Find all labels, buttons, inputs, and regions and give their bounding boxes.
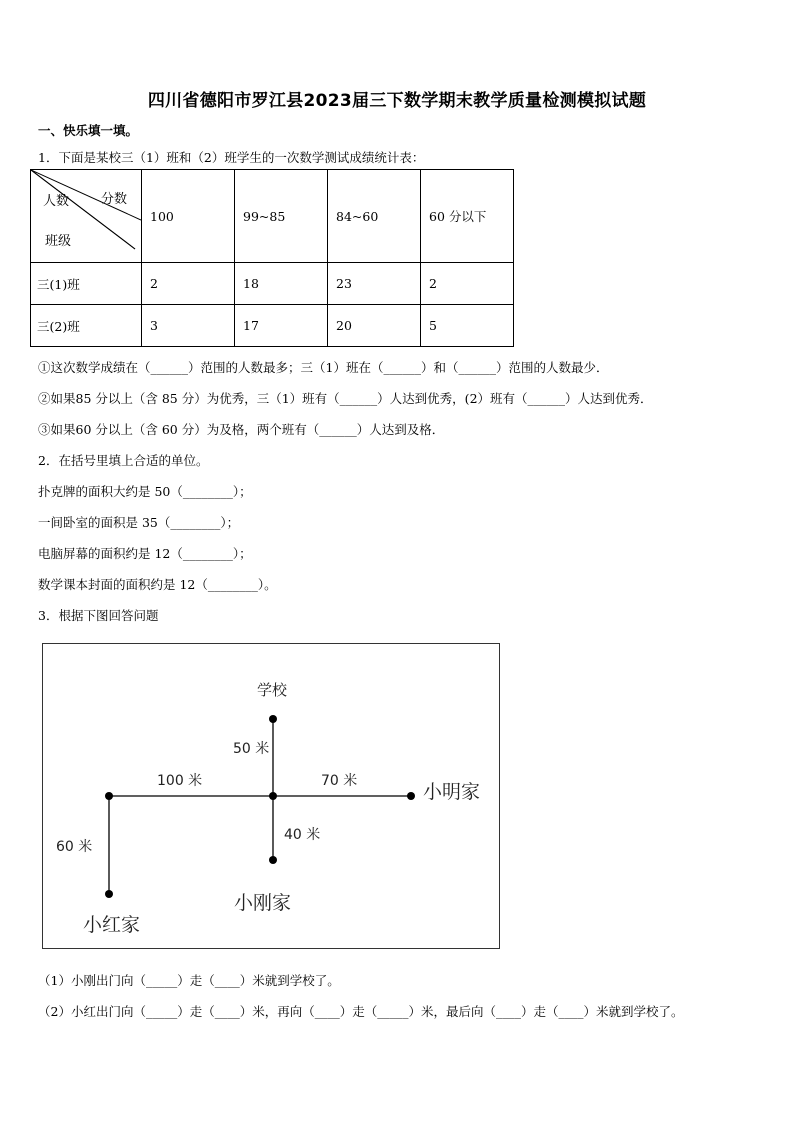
table-cell: 23	[328, 263, 421, 305]
table-header-row	[31, 170, 514, 263]
table-row	[31, 305, 514, 347]
distance-label: 40 米	[284, 827, 321, 843]
distance-label: 50 米	[233, 741, 270, 757]
section-heading: 一、快乐填一填。	[38, 123, 139, 138]
page-title: 四川省德阳市罗江县2023届三下数学期末教学质量检测模拟试题	[147, 91, 647, 111]
table-row	[31, 263, 514, 305]
question-2-line: 电脑屏幕的面积约是 12（________）；	[38, 546, 252, 561]
question-1-stem: 1．下面是某校三（1）班和（2）班学生的一次数学测试成绩统计表：	[38, 150, 425, 165]
table-cell: 2	[142, 263, 235, 305]
question-1-sub2: ②如果85 分以上（含 85 分）为优秀，三（1）班有（______）人达到优秀，(2）班有（______）人达到优秀．	[38, 391, 653, 406]
school-label: 学校	[257, 681, 288, 699]
distance-label: 100 米	[157, 773, 203, 789]
question-2-line: 数学课本封面的面积约是 12（________）。	[38, 577, 277, 592]
column-header: 84~60	[328, 170, 421, 263]
distance-label: 70 米	[321, 773, 358, 789]
xiaoming-home-label: 小明家	[423, 781, 481, 803]
table-cell: 17	[235, 305, 328, 347]
question-2-stem: 2．在括号里填上合适的单位。	[38, 453, 209, 468]
table-cell: 3	[142, 305, 235, 347]
table-cell: 5	[421, 305, 514, 347]
question-2-line: 一间卧室的面积是 35（________）；	[38, 515, 240, 530]
route-map	[42, 643, 500, 949]
table-corner-cell	[31, 170, 142, 263]
question-1-sub1: ①这次数学成绩在（______）范围的人数最多；三（1）班在（______）和（______）范围的人数最少．	[38, 360, 609, 375]
row-header: 三(2)班	[31, 305, 142, 347]
corner-label-class: 班级	[45, 234, 72, 249]
question-3-sub1: （1）小刚出门向（_____）走（____）米就到学校了。	[38, 973, 340, 988]
corner-label-score: 分数	[101, 192, 128, 207]
question-3-sub2: （2）小红出门向（_____）走（____）米，再向（____）走（_____）米，最后向（____）走（____）米就到学校了。	[38, 1004, 684, 1019]
table-cell: 20	[328, 305, 421, 347]
xiaohong-home-label: 小红家	[83, 914, 141, 936]
table-cell: 2	[421, 263, 514, 305]
question-2-line: 扑克牌的面积大约是 50（________）；	[38, 484, 252, 499]
score-table	[30, 169, 514, 347]
distance-label: 60 米	[56, 839, 93, 855]
column-header: 60 分以下	[421, 170, 514, 263]
table-cell: 18	[235, 263, 328, 305]
corner-label-people: 人数	[43, 194, 70, 209]
xiaogang-home-label: 小刚家	[234, 892, 292, 914]
question-1-sub3: ③如果60 分以上（含 60 分）为及格，两个班有（______）人达到及格．	[38, 422, 445, 437]
column-header: 100	[142, 170, 235, 263]
row-header: 三(1)班	[31, 263, 142, 305]
column-header: 99~85	[235, 170, 328, 263]
question-3-stem: 3．根据下图回答问题	[38, 608, 159, 623]
